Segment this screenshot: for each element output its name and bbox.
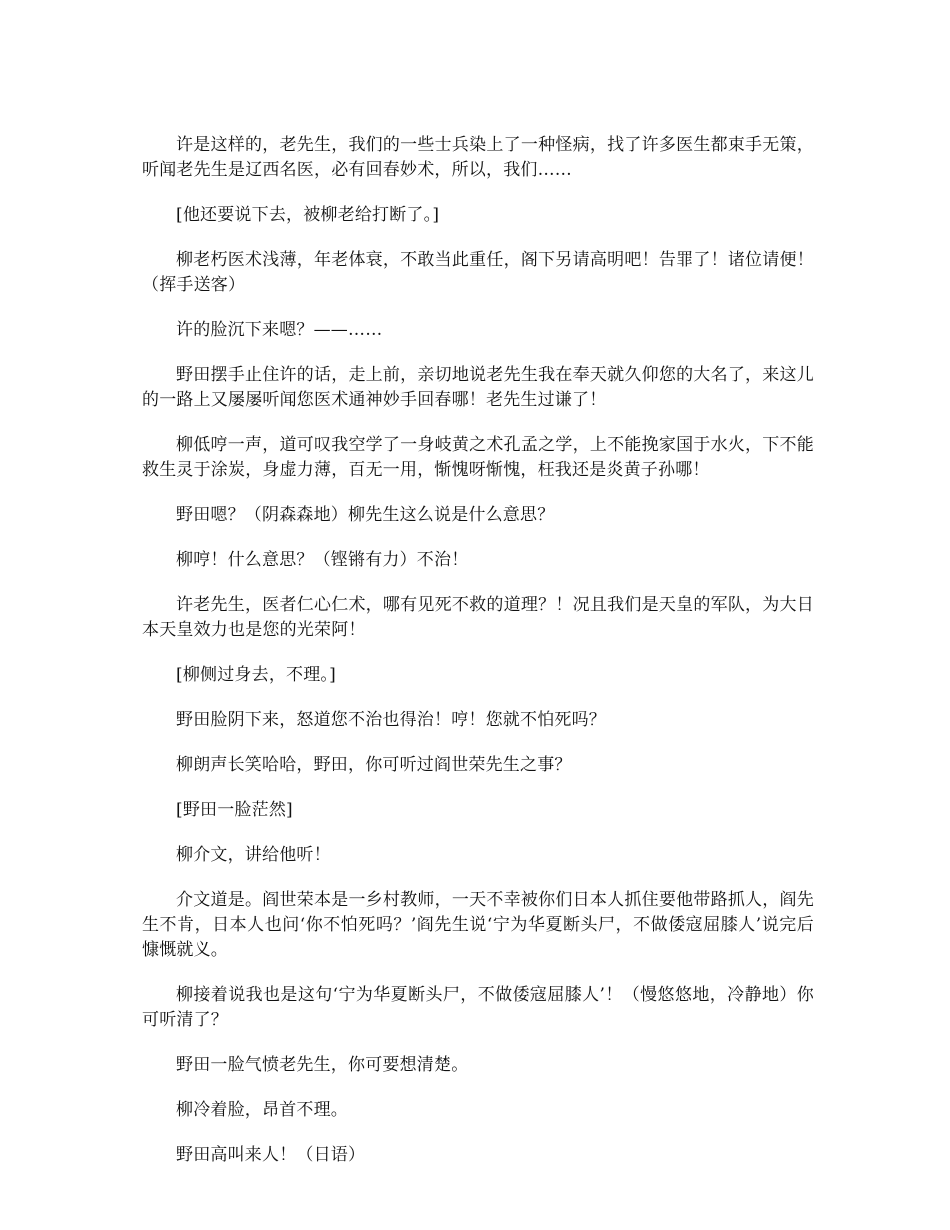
paragraph: 柳老朽医术浅薄，年老体衰，不敢当此重任，阁下另请高明吧！告罪了！诸位请便！（挥手送客） (142, 250, 814, 295)
paragraph: 野田一脸气愤老先生，你可要想清楚。 (176, 1055, 469, 1075)
paragraph: 野田高叫来人！（日语） (176, 1145, 366, 1165)
paragraph: 许是这样的，老先生，我们的一些士兵染上了一种怪病，找了许多医生都束手无策，听闻老先生是辽西名医，必有回春妙术，所以，我们…… (142, 135, 814, 180)
paragraph: 柳低哼一声，道可叹我空学了一身岐黄之术孔孟之学，上不能挽家国于水火，下不能救生灵于涂炭，身虚力薄，百无一用，惭愧呀惭愧，枉我还是炎黄子孙哪！ (142, 435, 814, 480)
paragraph: 野田脸阴下来，怒道您不治也得治！哼！您就不怕死吗？ (176, 710, 606, 730)
paragraph: [他还要说下去，被柳老给打断了。] (176, 205, 440, 225)
paragraph: [野田一脸茫然] (176, 800, 293, 820)
paragraph: 野田摆手止住许的话，走上前，亲切地说老先生我在奉天就久仰您的大名了，来这儿的一路上又屡屡听闻您医术通神妙手回春哪！老先生过谦了！ (142, 365, 814, 410)
paragraph: 柳朗声长笑哈哈，野田，你可听过阎世荣先生之事？ (176, 755, 572, 775)
paragraph: 柳哼！什么意思？（铿锵有力）不治！ (176, 550, 469, 570)
paragraph: 介文道是。阎世荣本是一乡村教师，一天不幸被你们日本人抓住要他带路抓人，阎先生不肯，日本人也问‘你不怕死吗？’阎先生说‘宁为华夏断头尸，不做倭寇屈膝人’说完后慷慨就义。 (142, 890, 814, 960)
paragraph: 许的脸沉下来嗯？——…… (176, 320, 383, 340)
document-body (142, 133, 814, 1188)
paragraph: 许老先生，医者仁心仁术，哪有见死不救的道理？！况且我们是天皇的军队，为大日本天皇效力也是您的光荣阿！ (142, 595, 814, 640)
paragraph: 野田嗯？（阴森森地）柳先生这么说是什么意思？ (176, 505, 555, 525)
paragraph: 柳介文，讲给他听！ (176, 845, 331, 865)
paragraph: 柳接着说我也是这句‘宁为华夏断头尸，不做倭寇屈膝人’！（慢悠悠地，冷静地）你可听清了？ (142, 985, 814, 1030)
paragraph: [柳侧过身去，不理。] (176, 665, 336, 685)
paragraph: 柳冷着脸，昂首不理。 (176, 1100, 348, 1120)
